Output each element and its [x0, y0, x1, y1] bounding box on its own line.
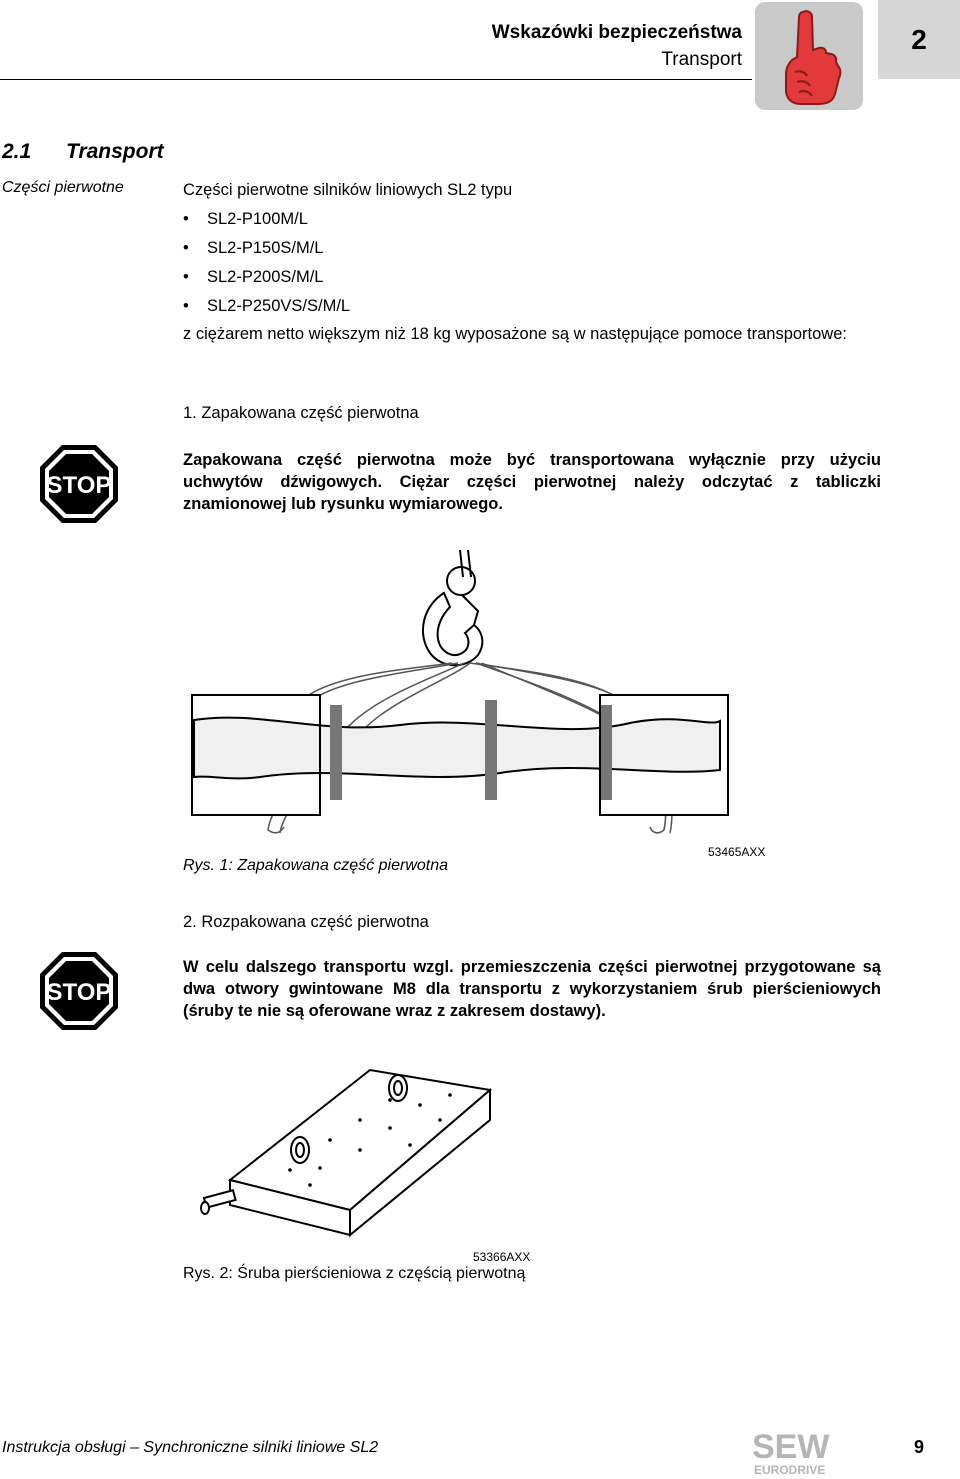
- section-number: 2.1: [2, 140, 32, 163]
- figure2-caption: Rys. 2: Śruba pierścieniowa z częścią pierwotną: [183, 1265, 526, 1282]
- footer-text: Instrukcja obsługi – Synchroniczne silniki liniowe SL2: [2, 1439, 379, 1456]
- figure1-caption: Rys. 1: Zapakowana część pierwotna: [183, 857, 449, 874]
- model-list: [183, 208, 350, 324]
- logo-sub: EURODRIVE: [754, 1463, 826, 1477]
- list-item: • SL2-P200S/M/L: [183, 268, 324, 286]
- unpacked-part-figure: [190, 1050, 530, 1250]
- section-heading: [2, 140, 164, 164]
- item2-warning: W celu dalszego transportu wzgl. przemieszczenia części pierwotnej przygotowane są dwa otwory gwintowane M8 dla transportu z wykorzystaniem śrub pierścieniowych (śruby te nie są oferowane wraz z zakresem dostawy).: [183, 958, 881, 1020]
- chapter-number: 2: [911, 24, 927, 55]
- bullet-icon: •: [183, 268, 189, 286]
- side-label: Części pierwotne: [2, 179, 124, 196]
- logo-main: SEW: [752, 1428, 830, 1466]
- paragraph: z ciężarem netto większym niż 18 kg wyposażone są w następujące pomoce transportowe:: [183, 325, 847, 343]
- figure2-code: 53366AXX: [473, 1250, 531, 1264]
- stop-text: STOP: [46, 979, 112, 1006]
- intro-text: Części pierwotne silników liniowych SL2 typu: [183, 181, 513, 199]
- list-item: • SL2-P150S/M/L: [183, 239, 324, 257]
- header-rule: [0, 79, 752, 80]
- header-subtitle: Transport: [661, 49, 742, 70]
- list-item: • SL2-P100M/L: [183, 210, 308, 228]
- list-item: • SL2-P250VS/S/M/L: [183, 297, 351, 315]
- packaged-part-figure: [180, 545, 740, 845]
- bullet-icon: •: [183, 297, 189, 315]
- sew-eurodrive-logo: [748, 1428, 863, 1478]
- stop-sign-icon: [38, 950, 120, 1032]
- stop-text: STOP: [46, 472, 112, 499]
- header-title: Wskazówki bezpieczeństwa: [491, 22, 742, 43]
- item1-heading: 1. Zapakowana część pierwotna: [183, 404, 419, 422]
- item1-warning: Zapakowana część pierwotna może być transportowana wyłącznie przy użyciu uchwytów dźwigowych. Ciężar części pierwotnej należy odczytać z tabliczki znamionowej lub rysunku wymiarowego.: [183, 451, 881, 513]
- item2-heading: 2. Rozpakowana część pierwotna: [183, 913, 429, 931]
- hand-pointing-icon: [755, 2, 863, 110]
- figure1-code: 53465AXX: [708, 845, 766, 859]
- section-title: Transport: [66, 140, 164, 163]
- bullet-icon: •: [183, 210, 189, 228]
- bullet-icon: •: [183, 239, 189, 257]
- page-number: 9: [913, 1437, 924, 1457]
- stop-sign-icon: [38, 443, 120, 525]
